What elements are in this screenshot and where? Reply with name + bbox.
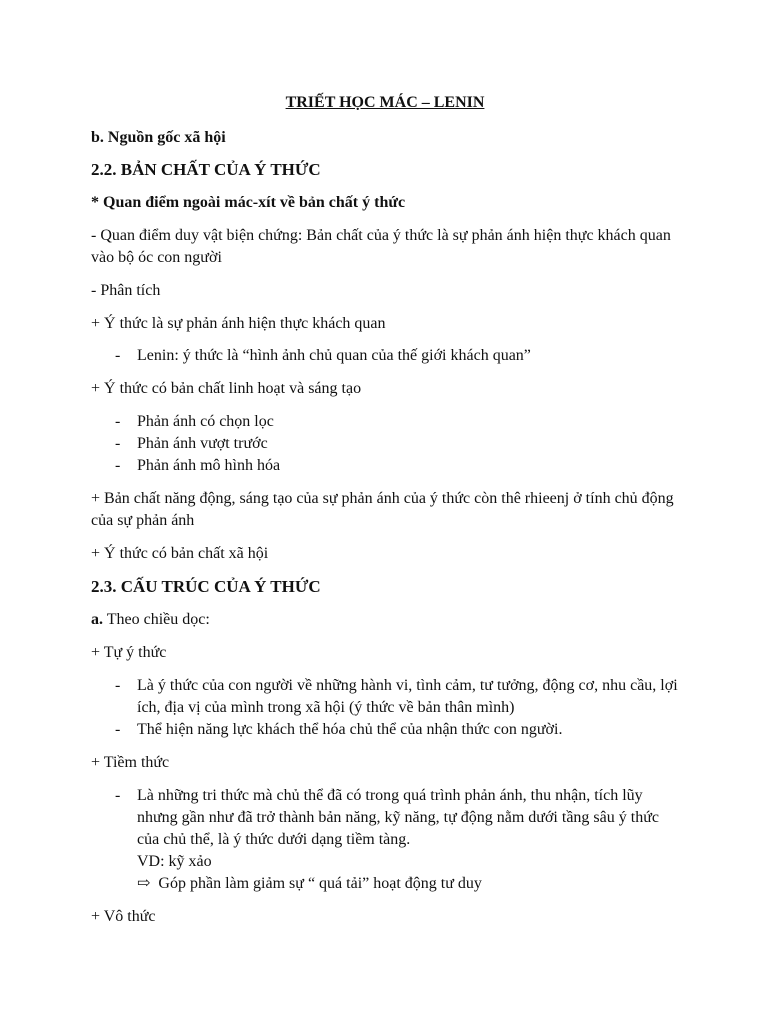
list-item [115,719,681,741]
self-item-2: Thể hiện năng lực khách thể hóa chủ thể của nhận thức con người. [137,721,563,738]
flex-item-1: Phản ánh có chọn lọc [137,413,274,430]
flexible-line: + Ý thức có bản chất linh hoạt và sáng tạo [91,380,362,397]
example-line [115,851,681,873]
example-text: VD: kỹ xảo [137,853,212,870]
arrow-text: Góp phần làm giảm sự “ quá tải” hoạt động tư duy [158,875,482,892]
reflection-line: + Ý thức là sự phản ánh hiện thực khách quan [91,315,386,332]
document-title: TRIẾT HỌC MÁC – LENIN [285,94,485,111]
arrow-line [115,873,681,895]
section-b-heading: b. Nguồn gốc xã hội [91,129,226,146]
social-line: + Ý thức có bản chất xã hội [91,545,269,562]
dash-bullet: - [115,457,121,474]
subconscious-item: Là những tri thức mà chủ thể đã có trong quá trình phản ánh, thu nhận, tích lũy nhưng gần như đã trở thành bản năng, kỹ năng, tự động nằm dưới tầng sâu ý thức của chủ thể, là ý thức dưới dạng tiềm tàng. [137,787,659,848]
list-item [115,455,681,477]
viewpoint-heading: * Quan điểm ngoài mác-xít về bản chất ý thức [91,194,406,211]
a-label: a. [91,611,103,628]
dash-bullet: - [115,347,121,364]
dash-bullet: - [115,787,121,804]
section-2-2-heading: 2.2. BẢN CHẤT CỦA Ý THỨC [91,160,321,179]
subconscious-line: + Tiềm thức [91,754,170,771]
list-item [115,433,681,455]
list-item [115,785,681,851]
list-item [115,345,681,367]
self-awareness-line: + Tự ý thức [91,644,167,661]
dash-bullet: - [115,721,121,738]
flex-item-2: Phản ánh vượt trước [137,435,268,452]
dynamic-paragraph: + Bản chất năng động, sáng tạo của sự phản ánh của ý thức còn thê rhieenj ở tính chủ động của sự phản ánh [91,490,674,529]
lenin-quote: Lenin: ý thức là “hình ảnh chủ quan của thế giới khách quan” [137,347,531,364]
list-item [115,675,681,719]
dash-bullet: - [115,435,121,452]
self-item-1: Là ý thức của con người về những hành vi, tình cảm, tư tưởng, động cơ, nhu cầu, lợi ích, địa vị của mình trong xã hội (ý thức về bản thân mình) [137,677,678,716]
unconscious-line: + Vô thức [91,908,156,925]
section-2-3-heading: 2.3. CẤU TRÚC CỦA Ý THỨC [91,577,321,596]
dash-bullet: - [115,413,121,430]
a-text: Theo chiều dọc: [103,611,210,628]
dialectic-paragraph: - Quan điểm duy vật biện chứng: Bản chất của ý thức là sự phản ánh hiện thực khách quan vào bộ óc con người [91,227,671,266]
arrow-line-content [137,873,681,895]
vertical-line [91,609,681,631]
right-arrow-icon: ⇨ [137,875,151,892]
dash-bullet: - [115,677,121,694]
analysis-line: - Phân tích [91,282,161,299]
list-item [115,411,681,433]
flex-item-3: Phản ánh mô hình hóa [137,457,281,474]
